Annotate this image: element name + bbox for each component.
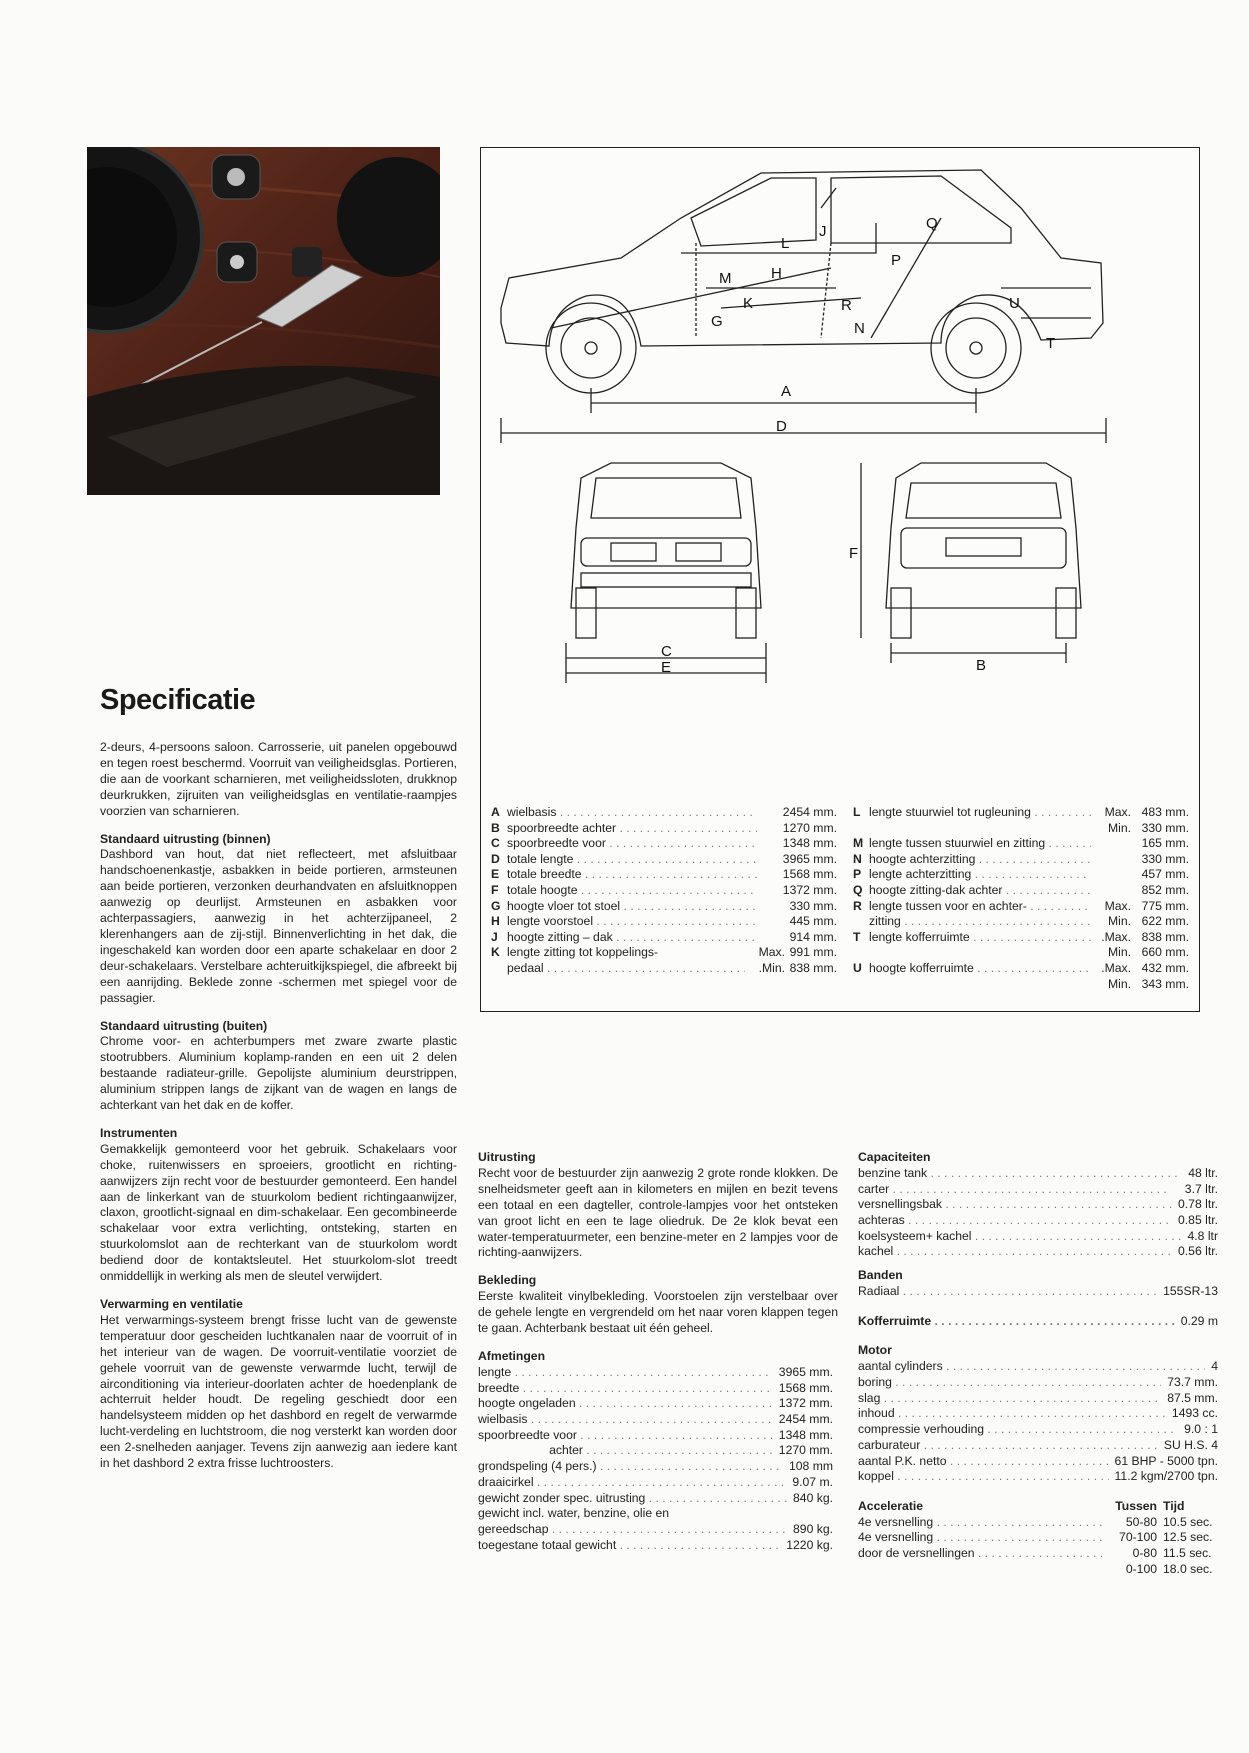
table-row: aantal cylinders . . . 4 <box>858 1359 1218 1375</box>
motor-table <box>858 1359 1218 1485</box>
dashboard-photo-art <box>87 147 440 495</box>
table-row: carburateur . . . SU H.S. 4 <box>858 1438 1218 1454</box>
acceleratie-header: Acceleratie Tussen Tijd <box>858 1498 1185 1513</box>
diagram-label-E: E <box>661 659 672 676</box>
section-text: Chrome voor- en achterbumpers met zware zwarte plastic stootrubbers. Aluminium koplamp-randen en een uit 2 delen bestaande radiateur-grille. Gepolijste aluminium deurstrippen, aluminium strippen langs de zijkant van de wagen en langs de achterkant van het dak en de koffer. <box>100 1034 457 1113</box>
diagram-label-B: B <box>976 657 987 674</box>
diagram-label-P: P <box>891 252 902 269</box>
banden-table <box>858 1284 1218 1300</box>
spec-list-left <box>491 805 837 977</box>
motor-heading: Motor <box>858 1343 892 1358</box>
spec-row: Min. 660 mm. <box>1107 945 1189 960</box>
right-column <box>858 1150 1218 1577</box>
spec-row: B spoorbreedte achter . . . 1270 mm. <box>491 821 837 837</box>
table-row: achter . . . 1270 mm. <box>478 1443 833 1459</box>
table-row: gewicht zonder spec. uitrusting . . . 840 kg. <box>478 1491 833 1507</box>
table-row: wielbasis . . . 2454 mm. <box>478 1412 833 1428</box>
section-text: Gemakkelijk gemonteerd voor het gebruik. Schakelaars voor choke, ruitenwissers en sproeiers, grootlicht en richting-aanwijzers zijn recht voor de bestuurder gemonteerd. Een handel aan de linkerkant van de stuurkolom bedient richtingaanwijzer, claxon, grootlicht-signaal en dim-schakelaar. Een gecombineerde schakelaar voor extra verlichting, ontsteking, starten en stuurkolomslot aan de rechterkant van de stuurkolom wordt bediend door de kontaktsleutel. Het stuurkolom-slot treedt onmiddellijk in werking als men de sleutel verwijdert. <box>100 1141 457 1284</box>
section-text: Het verwarmings-systeem brengt frisse lucht van de gewenste temperatuur door gescheiden luchtkanalen naar de voorruit of in het interieur van de wagen. De voorruit-ventilatie voorziet de gehele voorruit van de gewenste verwarmde lucht, terwijl de airconditioning via interieur-doorlaten achter de hoedenplank de achterruit helder houdt. De regeling geschiedt door een handelsysteem midden op het dashbord en regelt de verwarmde lucht-verdeling en luchtstroom, die nog versterkt kan worden door een 2-snelheden aanjager. Tevens zijn aanwezig aan iedere kant in het dashbord 2 extra frisse luchtroosters. <box>100 1312 457 1471</box>
diagram-label-N: N <box>854 320 865 337</box>
spec-row: R lengte tussen voor en achter- . . . Max. 775 mm. <box>853 899 1189 915</box>
diagram-label-C: C <box>661 643 672 660</box>
table-row: grondspeling (4 pers.) . . . 108 mm <box>478 1459 833 1475</box>
diagram-label-D: D <box>776 418 787 435</box>
diagram-label-H: H <box>771 265 782 282</box>
table-row: slag . . . 87.5 mm. <box>858 1391 1218 1407</box>
table-row: draaicirkel . . . 9.07 m. <box>478 1475 833 1491</box>
afmetingen-heading: Afmetingen <box>478 1348 546 1363</box>
front-rear-labels <box>661 545 986 676</box>
spec-row: Min. 330 mm. <box>1107 820 1189 835</box>
spec-list-right <box>853 805 1189 992</box>
table-row: achteras . . . 0.85 ltr. <box>858 1213 1218 1229</box>
section-heading: Verwarming en ventilatie <box>100 1297 243 1311</box>
spec-row-K2: pedaal . . . .Min. 838 mm. <box>491 961 837 977</box>
table-row: 4e versnelling . . . 70-100 12.5 sec. <box>858 1530 1218 1546</box>
diagram-label-R: R <box>841 297 852 314</box>
dimension-diagram <box>480 147 1200 1012</box>
table-row: inhoud . . . 1493 cc. <box>858 1406 1218 1422</box>
page-title: Specificatie <box>100 684 256 716</box>
uitrusting-text: Recht voor de bestuurder zijn aanwezig 2 grote ronde klokken. De snelheidsmeter geeft aan in kilometers en mijlen en bezit tevens een totaal en een dagteller, controle-lampjes voor het ontsteken van groot licht en een te lage oliedruk. De 2e klok bevat een water-temperatuurmeter, een benzine-meter en 2 lampjes voor de richting-aanwijzers. <box>478 1165 838 1260</box>
spec-row: zitting . . . Min. 622 mm. <box>853 914 1189 930</box>
capaciteiten-table <box>858 1166 1218 1260</box>
diagram-label-Q: Q <box>926 215 938 232</box>
left-column <box>100 740 457 1484</box>
table-row: gewicht incl. water, benzine, olie en <box>478 1506 670 1521</box>
table-row: koppel . . . 11.2 kgm/2700 tpn. <box>858 1469 1218 1485</box>
spec-row: D totale lengte . . . 3965 mm. <box>491 852 837 868</box>
table-row: lengte . . . 3965 mm. <box>478 1365 833 1381</box>
car-rear-view <box>861 463 1081 663</box>
bekleding-heading: Bekleding <box>478 1273 537 1288</box>
table-row: 4e versnelling . . . 50-80 10.5 sec. <box>858 1515 1218 1531</box>
spec-row: Q hoogte zitting-dak achter . . . 852 mm. <box>853 883 1189 899</box>
table-row: spoorbreedte voor . . . 1348 mm. <box>478 1428 833 1444</box>
dashboard-photo <box>87 147 440 495</box>
diagram-label-F: F <box>849 545 859 562</box>
table-row: breedte . . . 1568 mm. <box>478 1381 833 1397</box>
table-row: carter . . . 3.7 ltr. <box>858 1182 1218 1198</box>
spec-row: U hoogte kofferruimte . . . .Max. 432 mm. <box>853 961 1189 977</box>
spec-row: J hoogte zitting – dak . . . 914 mm. <box>491 930 837 946</box>
acceleratie-table <box>858 1515 1218 1578</box>
table-row: aantal P.K. netto . . . 61 BHP - 5000 tpn. <box>858 1454 1218 1470</box>
table-row: versnellingsbak . . . 0.78 ltr. <box>858 1197 1218 1213</box>
spec-row: F totale hoogte . . . 1372 mm. <box>491 883 837 899</box>
table-row: 0-100 18.0 sec. <box>1125 1561 1213 1576</box>
table-row: koelsysteem+ kachel . . . 4.8 ltr <box>858 1229 1218 1245</box>
section-heading: Standaard uitrusting (buiten) <box>100 1018 268 1033</box>
spec-row: E totale breedte . . . 1568 mm. <box>491 867 837 883</box>
spec-row: N hoogte achterzitting . . . 330 mm. <box>853 852 1189 868</box>
section-heading: Instrumenten <box>100 1125 178 1140</box>
diagram-label-G: G <box>711 313 723 330</box>
spec-row: C spoorbreedte voor . . . 1348 mm. <box>491 836 837 852</box>
intro-text: 2-deurs, 4-persoons saloon. Carrosserie, uit panelen opgebouwd en tegen roest beschermd. Voorruit van veiligheidsglas. Portieren, die aan de voorkant scharnieren, met veiligheidssloten, drukknop deurkrukken, zijruiten van veiligheidsglas en ventilatie-raampjes voorzien van scharnieren. <box>100 740 457 818</box>
afmetingen-table <box>478 1365 833 1553</box>
car-drawings <box>481 148 1201 808</box>
spec-row: P lengte achterzitting . . . 457 mm. <box>853 867 1189 883</box>
diagram-label-J: J <box>819 223 827 240</box>
table-row: toegestane totaal gewicht . . . 1220 kg. <box>478 1538 833 1554</box>
table-row: gereedschap . . . 890 kg. <box>478 1522 833 1538</box>
section-text: Dashbord van hout, dat niet reflecteert, met afsluitbaar handschoenenkastje, asbakken in beide portieren, armsteunen aan beide portieren, verzonken deurhandvaten en afsluitknoppen aanwezig op deurlijst. Armsteunen en asbakken voor achterpassagiers, aanwezig in het achterzijpaneel, 2 klerenhangers aan de zij-stijl. Binnenverlichting in het dak, die ingeschakeld kan worden door een aparte schakelaar en door 2 deur-schakelaars. Verstelbare achteruitkijkspiegel, die afbreekt bij een aanrijding. Beklede zonne -schermen met spiegel voor de passagier. <box>100 847 457 1005</box>
banden-heading: Banden <box>858 1268 903 1283</box>
table-row: compressie verhouding . . . 9.0 : 1 <box>858 1422 1218 1438</box>
table-row: boring . . . 73.7 mm. <box>858 1375 1218 1391</box>
table-row: benzine tank . . . 48 ltr. <box>858 1166 1218 1182</box>
diagram-label-U: U <box>1009 295 1020 312</box>
section-heading: Standaard uitrusting (binnen) <box>100 831 271 846</box>
capaciteiten-heading: Capaciteiten <box>858 1150 931 1164</box>
middle-column <box>478 1150 838 1553</box>
diagram-label-L: L <box>781 235 790 252</box>
spec-row: G hoogte vloer tot stoel . . . 330 mm. <box>491 899 837 915</box>
spec-row: H lengte voorstoel . . . 445 mm. <box>491 914 837 930</box>
diagram-label-M: M <box>719 270 732 287</box>
diagram-label-T: T <box>1046 335 1056 352</box>
bekleding-text: Eerste kwaliteit vinylbekleding. Voorstoelen zijn verstelbaar over de gehele lengte en vergrendeld om het naar voren klappen tegen te gaan. Achterbank bestaat uit één geheel. <box>478 1289 838 1336</box>
spec-row: A wielbasis . . . 2454 mm. <box>491 805 837 821</box>
table-row: kachel . . . 0.56 ltr. <box>858 1244 1218 1260</box>
table-row: door de versnellingen . . . 0-80 11.5 sec. <box>858 1546 1218 1562</box>
spec-row: L lengte stuurwiel tot rugleuning . . . Max. 483 mm. <box>853 805 1189 821</box>
spec-row: T lengte kofferruimte . . . .Max. 838 mm. <box>853 930 1189 946</box>
table-row: Radiaal . . . 155SR-13 <box>858 1284 1218 1300</box>
spec-row-K: K lengte zitting tot koppelings- Max. 991 mm. <box>491 945 837 960</box>
diagram-label-A: A <box>781 383 792 400</box>
kofferruimte-row: Kofferruimte . . . 0.29 m <box>858 1314 1218 1330</box>
diagram-label-K: K <box>743 295 754 312</box>
side-view-labels <box>711 215 1055 435</box>
spec-row: Min. 343 mm. <box>1107 976 1189 991</box>
spec-row: M lengte tussen stuurwiel en zitting . . . 165 mm. <box>853 836 1189 852</box>
uitrusting-heading: Uitrusting <box>478 1150 536 1164</box>
table-row: hoogte ongeladen . . . 1372 mm. <box>478 1396 833 1412</box>
